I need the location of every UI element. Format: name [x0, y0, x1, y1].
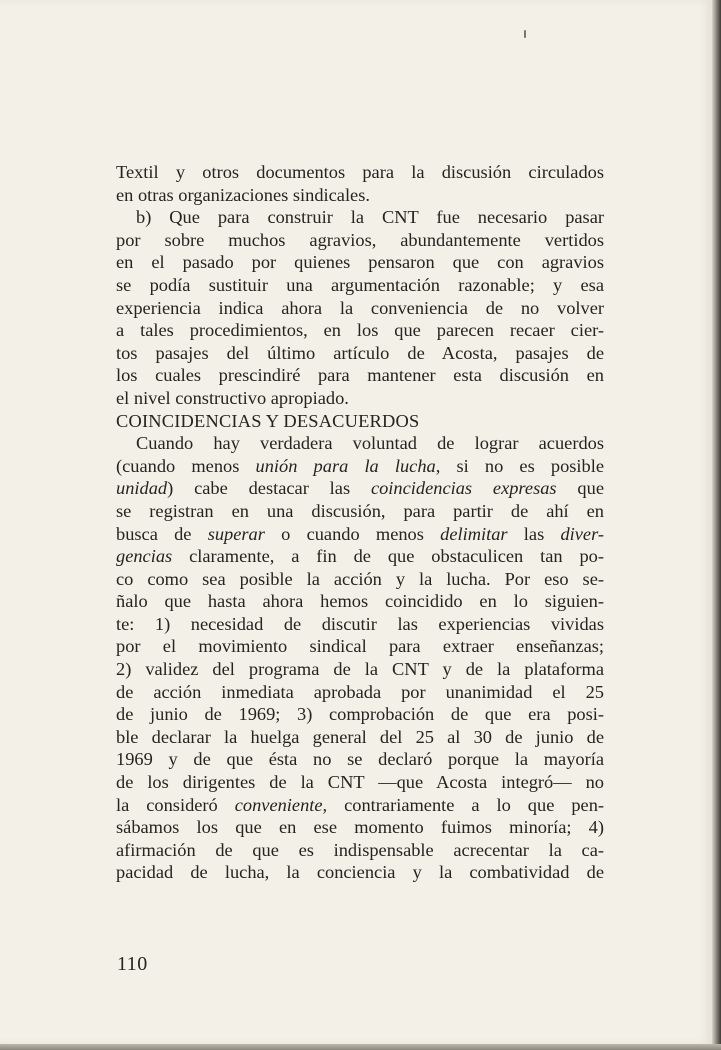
text-line: sábamos los que en ese momento fuimos minoría; 4) — [116, 817, 604, 838]
paragraph-b — [116, 206, 604, 409]
italic-phrase: delimitar — [440, 523, 508, 544]
italic-phrase: gencias — [116, 546, 173, 567]
text-line — [116, 477, 604, 500]
text-line: se podía sustituir una argumentación razonable; y esa — [116, 274, 604, 295]
text-line — [116, 523, 604, 546]
text-line: tos pasajes del último artículo de Acosta, pasajes de — [116, 342, 604, 363]
text-line: el nivel constructivo apropiado. — [116, 387, 349, 408]
text-line: de los dirigentes de la CNT —que Acosta integró— no — [116, 772, 604, 793]
italic-phrase: conveniente, — [234, 794, 328, 815]
text-line: afirmación de que es indispensable acrecentar la ca- — [116, 839, 604, 860]
text-span: o cuando menos — [264, 523, 441, 544]
text-line: experiencia indica ahora la conveniencia de no volver — [116, 297, 604, 318]
italic-phrase: superar — [207, 523, 265, 544]
text-line: en el pasado por quienes pensaron que con agravios — [116, 252, 604, 273]
text-line: pacidad de lucha, la conciencia y la combatividad de — [116, 862, 604, 883]
text-line: b) Que para construir la CNT fue necesario pasar — [136, 207, 604, 228]
text-line: 1969 y de que ésta no se declaró porque la mayoría — [116, 749, 604, 770]
text-line: por el movimiento sindical para extraer enseñanzas; — [116, 636, 604, 657]
text-span: ) cabe destacar las — [167, 478, 371, 499]
italic-phrase: diver- — [560, 523, 604, 544]
text-line: a tales procedimientos, en los que parecen recaer cier- — [116, 320, 604, 341]
text-line: ñalo que hasta ahora hemos coincidido en lo siguien- — [116, 591, 604, 612]
text-span: las — [507, 523, 561, 544]
text-line: co como sea posible la acción y la lucha. Por eso se- — [116, 568, 604, 589]
text-line — [116, 794, 604, 817]
text-line: por sobre muchos agravios, abundantemente vertidos — [116, 229, 604, 250]
paragraph-coincidencias — [116, 432, 604, 884]
text-line: te: 1) necesidad de discutir las experiencias vividas — [116, 613, 604, 634]
paragraph-continued — [116, 161, 604, 206]
text-span: contrariamente a lo que pen- — [327, 794, 605, 815]
text-line: ble declarar la huelga general del 25 al 30 de junio de — [116, 726, 604, 747]
body-text — [116, 161, 604, 884]
text-line: en otras organizaciones sindicales. — [116, 184, 370, 205]
ink-speck — [524, 30, 526, 38]
page-edge-shadow — [712, 0, 721, 1050]
text-line: Cuando hay verdadera voluntad de lograr acuerdos — [136, 433, 604, 454]
italic-phrase: unidad — [116, 478, 168, 499]
text-span: (cuando menos — [116, 455, 256, 476]
text-line: los cuales prescindiré para mantener esta discusión en — [116, 365, 604, 386]
text-span: la consideró — [116, 794, 235, 815]
page-number: 110 — [117, 953, 148, 975]
text-span: si no es posible — [440, 455, 604, 476]
text-line: 2) validez del programa de la CNT y de la plataforma — [116, 659, 604, 680]
text-line — [116, 545, 604, 568]
text-line: se registran en una discusión, para partir de ahí en — [116, 500, 604, 521]
text-line: de acción inmediata aprobada por unanimidad el 25 — [116, 681, 604, 702]
italic-phrase: unión para la lucha, — [255, 455, 441, 476]
section-heading: COINCIDENCIAS Y DESACUERDOS — [116, 410, 420, 431]
page-bottom-edge — [0, 1044, 721, 1050]
text-line — [116, 455, 604, 478]
text-span: claramente, a fin de que obstaculicen tan po- — [172, 546, 604, 567]
italic-phrase: coincidencias expresas — [370, 478, 557, 499]
text-line: de junio de 1969; 3) comprobación de que era posi- — [116, 704, 604, 725]
text-line: Textil y otros documentos para la discusión circulados — [116, 162, 604, 182]
text-span: busca de — [116, 523, 208, 544]
text-span: que — [556, 478, 604, 499]
